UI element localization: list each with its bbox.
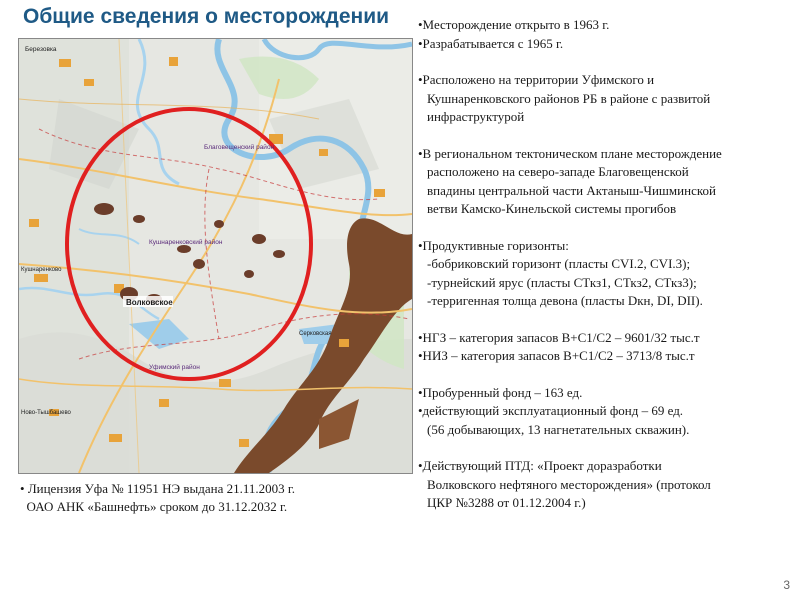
map-label-volkovskoe: Волковское (126, 298, 173, 307)
map-label-kushnarenkovsky-rayon: Кушнаренковский район (149, 239, 223, 246)
fact-operating-1: •действующий эксплуатационный фонд – 69 ед. (418, 403, 684, 418)
fact-niz: •НИЗ – категория запасов В+С1/С2 – 3713/8 тыс.т (418, 348, 695, 363)
map-label-serkovskaya: Серковская (299, 331, 332, 337)
map-label-berezovka: Березовка (25, 46, 57, 53)
map-label-kushnarenkovo: Кушнаренково (21, 267, 62, 273)
fact-tectonic-1: •В региональном тектоническом плане месторождение (418, 145, 722, 161)
map-label-novo-tyshbashevo: Ново-Тышбашево (21, 410, 71, 416)
field-facts (418, 16, 794, 513)
fact-location-2: Кушнаренковского районов РБ в районе с развитой (427, 90, 711, 106)
fact-tectonic-4: ветви Камско-Кинельской системы прогибов (427, 201, 677, 216)
map-label-blagoveshchensky-rayon: Благовещенский район (204, 144, 275, 151)
fact-discovered: •Месторождение открыто в 1963 г. (418, 17, 610, 32)
fact-drilled: •Пробуренный фонд – 163 ед. (418, 384, 583, 400)
fact-tectonic-3: впадины центральной части Актаныш-Чишминской (427, 182, 716, 198)
field-location-map (18, 38, 413, 474)
fact-operating-2: (56 добывающих, 13 нагнетательных скважин). (427, 421, 690, 437)
fact-ngz: •НГЗ – категория запасов В+С1/С2 – 9601/32 тыс.т (418, 329, 700, 345)
fact-developed: •Разрабатывается с 1965 г. (418, 35, 564, 51)
fact-ptd-2: Волковского нефтяного месторождения» (протокол (427, 476, 711, 492)
map-label-ufimsky-rayon: Уфимский район (149, 364, 200, 371)
fact-horizons-title: •Продуктивные горизонты: (418, 237, 569, 253)
fact-horizon-2: -турнейский ярус (пласты CТкз1, CТкз2, CТкз3); (427, 274, 697, 290)
fact-ptd-1: •Действующий ПТД: «Проект доразработки (418, 458, 662, 473)
fact-horizon-1: -бобриковский горизонт (пласты CVI.2, CVI.3); (427, 256, 691, 271)
fact-ptd-3: ЦКР №3288 от 01.12.2004 г.) (427, 495, 586, 510)
license-line-2: ОАО АНК «Башнефть» сроком до 31.12.2032 г. (26, 499, 288, 514)
fact-tectonic-2: расположено на северо-западе Благовещенской (427, 164, 689, 179)
slide-title: Общие сведения о месторождении (23, 5, 390, 28)
license-line-1: • Лицензия Уфа № 11951 НЭ выдана 21.11.2003 г. (20, 481, 295, 496)
fact-location-3: инфраструктурой (427, 109, 525, 124)
map-graphic (19, 39, 412, 473)
fact-location-1: •Расположено на территории Уфимского и (418, 72, 655, 87)
page-number: 3 (783, 578, 790, 592)
fact-horizon-3: -терригенная толща девона (пласты Dкн, DI, DII). (427, 293, 703, 308)
license-info (20, 480, 405, 516)
